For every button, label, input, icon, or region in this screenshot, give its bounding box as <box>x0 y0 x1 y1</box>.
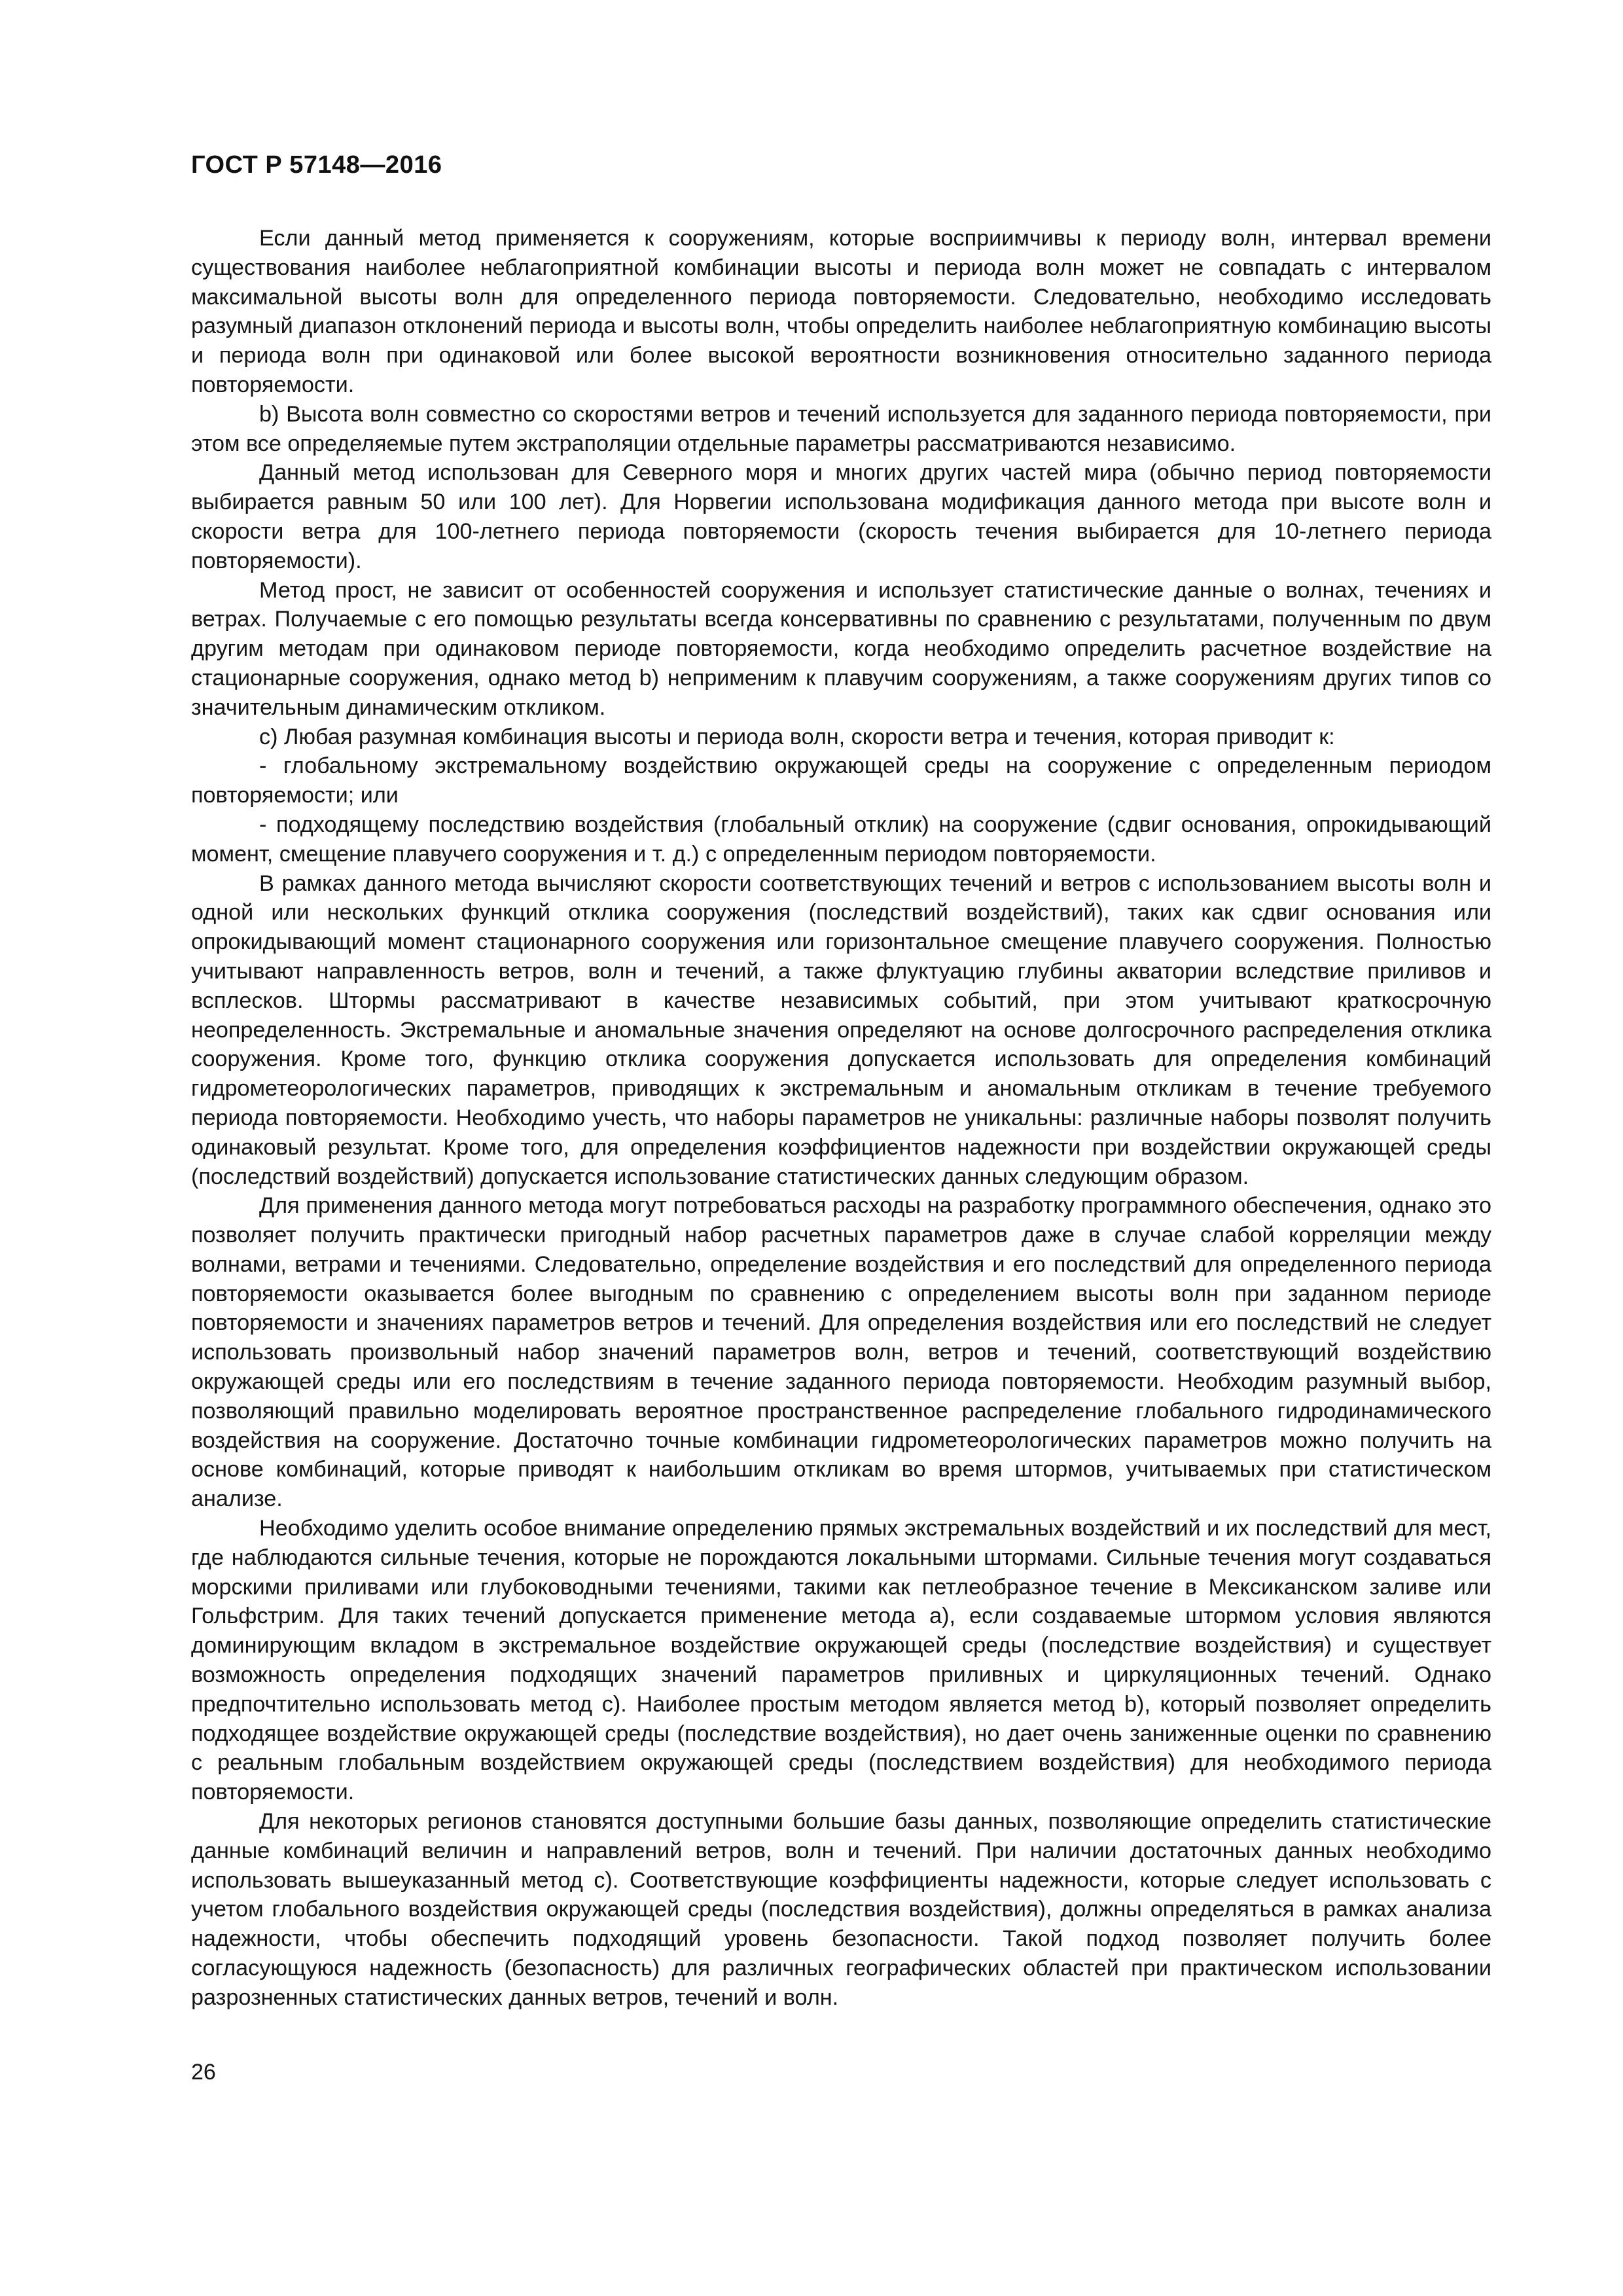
paragraph: Если данный метод применяется к сооружениям, которые восприимчивы к периоду волн, интервал времени существования наиболее неблагоприятной комбинации высоты и периода волн может не совпадать с интервалом максимальной высоты волн для определенного периода повторяемости. Следовательно, необходимо исследовать разумный диапазон отклонений периода и высоты волн, чтобы определить наиболее неблагоприятную комбинацию высоты и периода волн при одинаковой или более высокой вероятности возникновения относительно заданного периода повторяемости. <box>191 226 1491 397</box>
paragraph: с) Любая разумная комбинация высоты и периода волн, скорости ветра и течения, которая приводит к: <box>259 724 1335 749</box>
document-header: ГОСТ Р 57148—2016 <box>191 151 442 179</box>
paragraph: b) Высота волн совместно со скоростями ветров и течений используется для заданного периода повторяемости, при этом все определяемые путем экстраполяции отдельные параметры рассматриваются независимо. <box>191 401 1491 456</box>
paragraph: Данный метод использован для Северного моря и многих других частей мира (обычно период повторяемости выбирается равным 50 или 100 лет). Для Норвегии использована модификация данного метода при высоте волн и скорости ветра для 100-летнего периода повторяемости (скорость течения выбирается для 10-летнего периода повторяемости). <box>191 460 1491 573</box>
paragraph: Для применения данного метода могут потребоваться расходы на разработку программного обеспечения, однако это позволяет получить практически пригодный набор расчетных параметров даже в случае слабой корреляции между волнами, ветрами и течениями. Следовательно, определение воздействия и его последствий для определенного периода повторяемости оказывается более выгодным по сравнению с определением высоты волн при заданном периоде повторяемости и значениях параметров ветров и течений. Для определения воздействия или его последствий не следует использовать произвольный набор значений параметров волн, ветров и течений, соответствующий воздействию окружающей среды или его последствиям в течение заданного периода повторяемости. Необходим разумный выбор, позволяющий правильно моделировать вероятное пространственное распределение глобального гидродинамического воздействия на сооружение. Достаточно точные комбинации гидрометеорологических параметров можно получить на основе комбинаций, которые приводят к наибольшим откликам во время штормов, учитываемых при статистическом анализе. <box>191 1193 1491 1512</box>
list-item: - подходящему последствию воздействия (глобальный отклик) на сооружение (сдвиг основания, опрокидывающий момент, смещение плавучего сооружения и т. д.) с определенным периодом повторяемости. <box>191 812 1491 867</box>
paragraph: В рамках данного метода вычисляют скорости соответствующих течений и ветров с использованием высоты волн и одной или нескольких функций отклика сооружения (последствий воздействий), таких как сдвиг основания или опрокидывающий момент стационарного сооружения или горизонтальное смещение плавучего сооружения. Полностью учитывают направленность ветров, волн и течений, а также флуктуацию глубины акватории вследствие приливов и всплесков. Штормы рассматривают в качестве независимых событий, при этом учитывают краткосрочную неопределенность. Экстремальные и аномальные значения определяют на основе долгосрочного распределения отклика сооружения. Кроме того, функцию отклика сооружения допускается использовать для определения комбинаций гидрометеорологических параметров, приводящих к экстремальным и аномальным откликам в течение требуемого периода повторяемости. Необходимо учесть, что наборы параметров не уникальны: различные наборы позволят получить одинаковый результат. Кроме того, для определения коэффициентов надежности при воздействии окружающей среды (последствий воздействий) допускается использование статистических данных следующим образом. <box>191 870 1491 1189</box>
list-item: - глобальному экстремальному воздействию окружающей среды на сооружение с определенным периодом повторяемости; или <box>191 753 1491 808</box>
page-number: 26 <box>191 2060 216 2085</box>
paragraph: Необходимо уделить особое внимание определению прямых экстремальных воздействий и их последствий для мест, где наблюдаются сильные течения, которые не порождаются локальными штормами. Сильные течения могут создаваться морскими приливами или глубоководными течениями, такими как петлеобразное течение в Мексиканском заливе или Гольфстрим. Для таких течений допускается применение метода а), если создаваемые штормом условия являются доминирующим вкладом в экстремальное воздействие окружающей среды (последствие воздействия) и существует возможность определения подходящих значений параметров приливных и циркуляционных течений. Однако предпочтительно использовать метод с). Наиболее простым методом является метод b), который позволяет определить подходящее воздействие окружающей среды (последствие воздействия), но дает очень заниженные оценки по сравнению с реальным глобальным воздействием окружающей среды (последствием воздействия) для необходимого периода повторяемости. <box>191 1516 1491 1805</box>
paragraph: Для некоторых регионов становятся доступными большие базы данных, позволяющие определить статистические данные комбинаций величин и направлений ветров, волн и течений. При наличии достаточных данных необходимо использовать вышеуказанный метод с). Соответствующие коэффициенты надежности, которые следует использовать с учетом глобального воздействия окружающей среды (последствия воздействия), должны определяться в рамках анализа надежности, чтобы обеспечить подходящий уровень безопасности. Такой подход позволяет получить более согласующуюся надежность (безопасность) для различных географических областей при практическом использовании разрозненных статистических данных ветров, течений и волн. <box>191 1809 1491 2010</box>
document-body <box>191 224 1491 2013</box>
paragraph: Метод прост, не зависит от особенностей сооружения и использует статистические данные о волнах, течениях и ветрах. Получаемые с его помощью результаты всегда консервативны по сравнению с результатами, полученным по двум другим методам при одинаковом периоде повторяемости, когда необходимо определить расчетное воздействие на стационарные сооружения, однако метод b) неприменим к плавучим сооружениям, а также сооружениям других типов со значительным динамическим откликом. <box>191 577 1491 720</box>
